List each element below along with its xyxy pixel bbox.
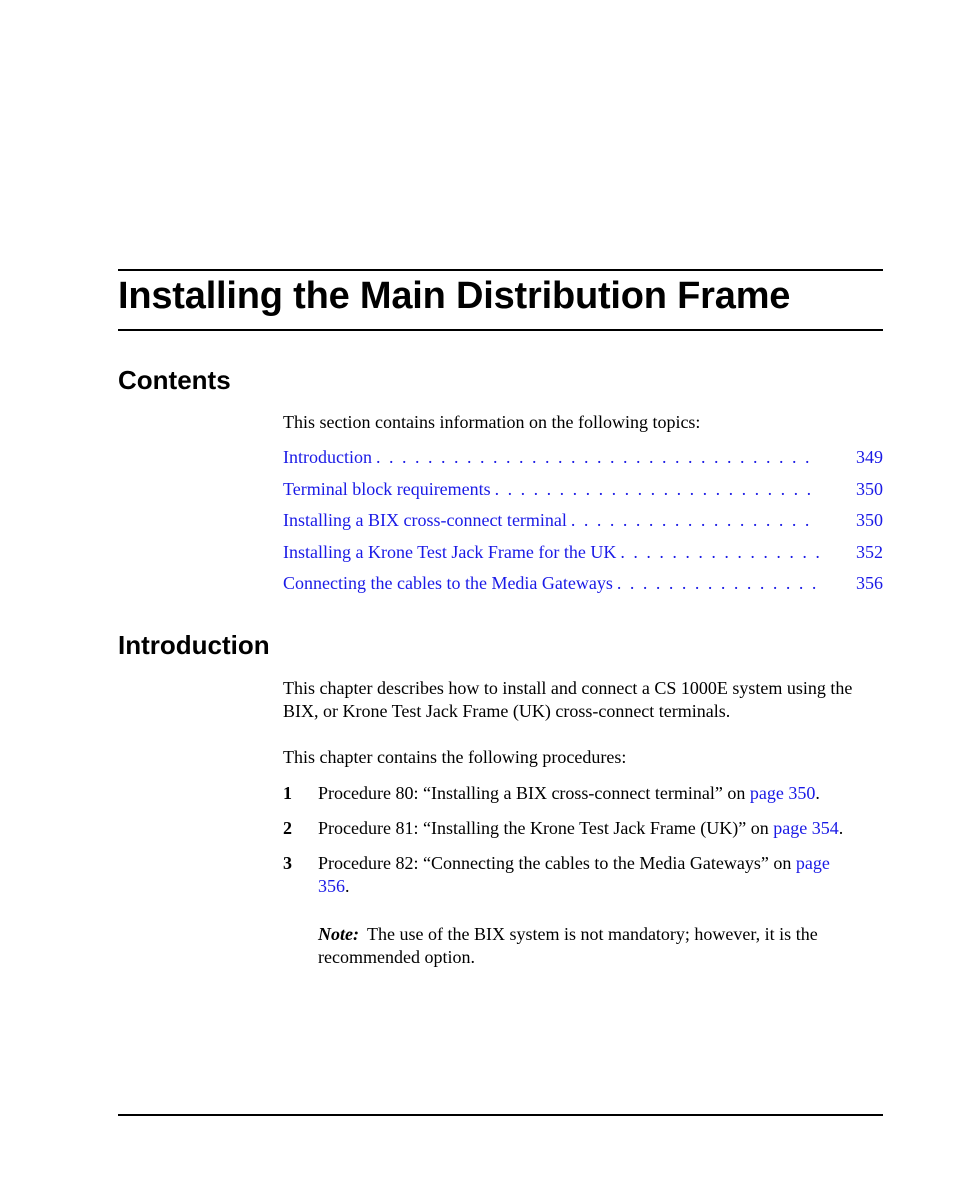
toc-item-page: 350 [856,478,883,499]
toc-item-label: Connecting the cables to the Media Gateways [283,573,613,593]
procedure-page-link[interactable]: page 356 [318,853,830,896]
toc-leader-dots [495,478,819,501]
toc-item-page: 352 [856,541,883,562]
toc-item-page: 356 [856,573,883,593]
toc-leader-dots [376,446,819,469]
introduction-paragraph: This chapter describes how to install and connect a CS 1000E system using the BIX, or Krone Test Jack Frame (UK) cross-connect terminals. [283,678,853,721]
toc-leader-dots [617,572,819,595]
procedure-page-link[interactable]: page 354 [773,818,839,838]
toc-item-label: Installing a BIX cross-connect terminal [283,510,567,530]
procedure-item [283,782,893,805]
table-of-contents [283,446,883,604]
contents-intro: This section contains information on the following topics: [283,412,701,432]
toc-item-page: 350 [856,510,883,530]
introduction-heading: Introduction [118,630,270,660]
toc-item-label: Installing a Krone Test Jack Frame for the UK [283,541,617,562]
procedure-number: 1 [283,783,292,803]
procedure-text: Procedure 82: “Connecting the cables to the Media Gateways” on page 356. [318,853,830,896]
procedure-number: 2 [283,818,292,838]
toc-item-terminal-block-requirements[interactable] [283,478,883,510]
procedure-item [283,817,893,840]
note-text: The use of the BIX system is not mandatory; however, it is the recommended option. [318,924,818,967]
contents-heading: Contents [118,365,231,395]
toc-item-label: Terminal block requirements [283,478,491,499]
toc-leader-dots [620,541,819,564]
toc-item-connecting-cables[interactable] [283,572,883,604]
procedure-text: Procedure 81: “Installing the Krone Test Jack Frame (UK)” on page 354. [318,818,844,838]
procedure-number: 3 [283,853,292,873]
procedures-intro: This chapter contains the following procedures: [283,747,627,767]
note [318,923,878,969]
toc-item-installing-krone[interactable] [283,541,883,573]
title-underline-rule [118,329,883,331]
note-label: Note: [318,924,359,944]
footer-rule [118,1114,883,1116]
procedure-page-link[interactable]: page 350 [749,783,816,803]
chapter-title: Installing the Main Distribution Frame [118,275,791,317]
toc-item-installing-bix[interactable] [283,509,883,541]
toc-item-page: 349 [856,447,883,467]
top-rule [118,269,883,271]
procedure-list [283,782,893,910]
procedure-text: Procedure 80: “Installing a BIX cross-connect terminal” on page 350. [318,783,820,803]
procedure-item [283,852,893,898]
toc-item-label: Introduction [283,447,372,467]
toc-leader-dots [571,509,819,532]
toc-item-introduction[interactable] [283,446,883,478]
